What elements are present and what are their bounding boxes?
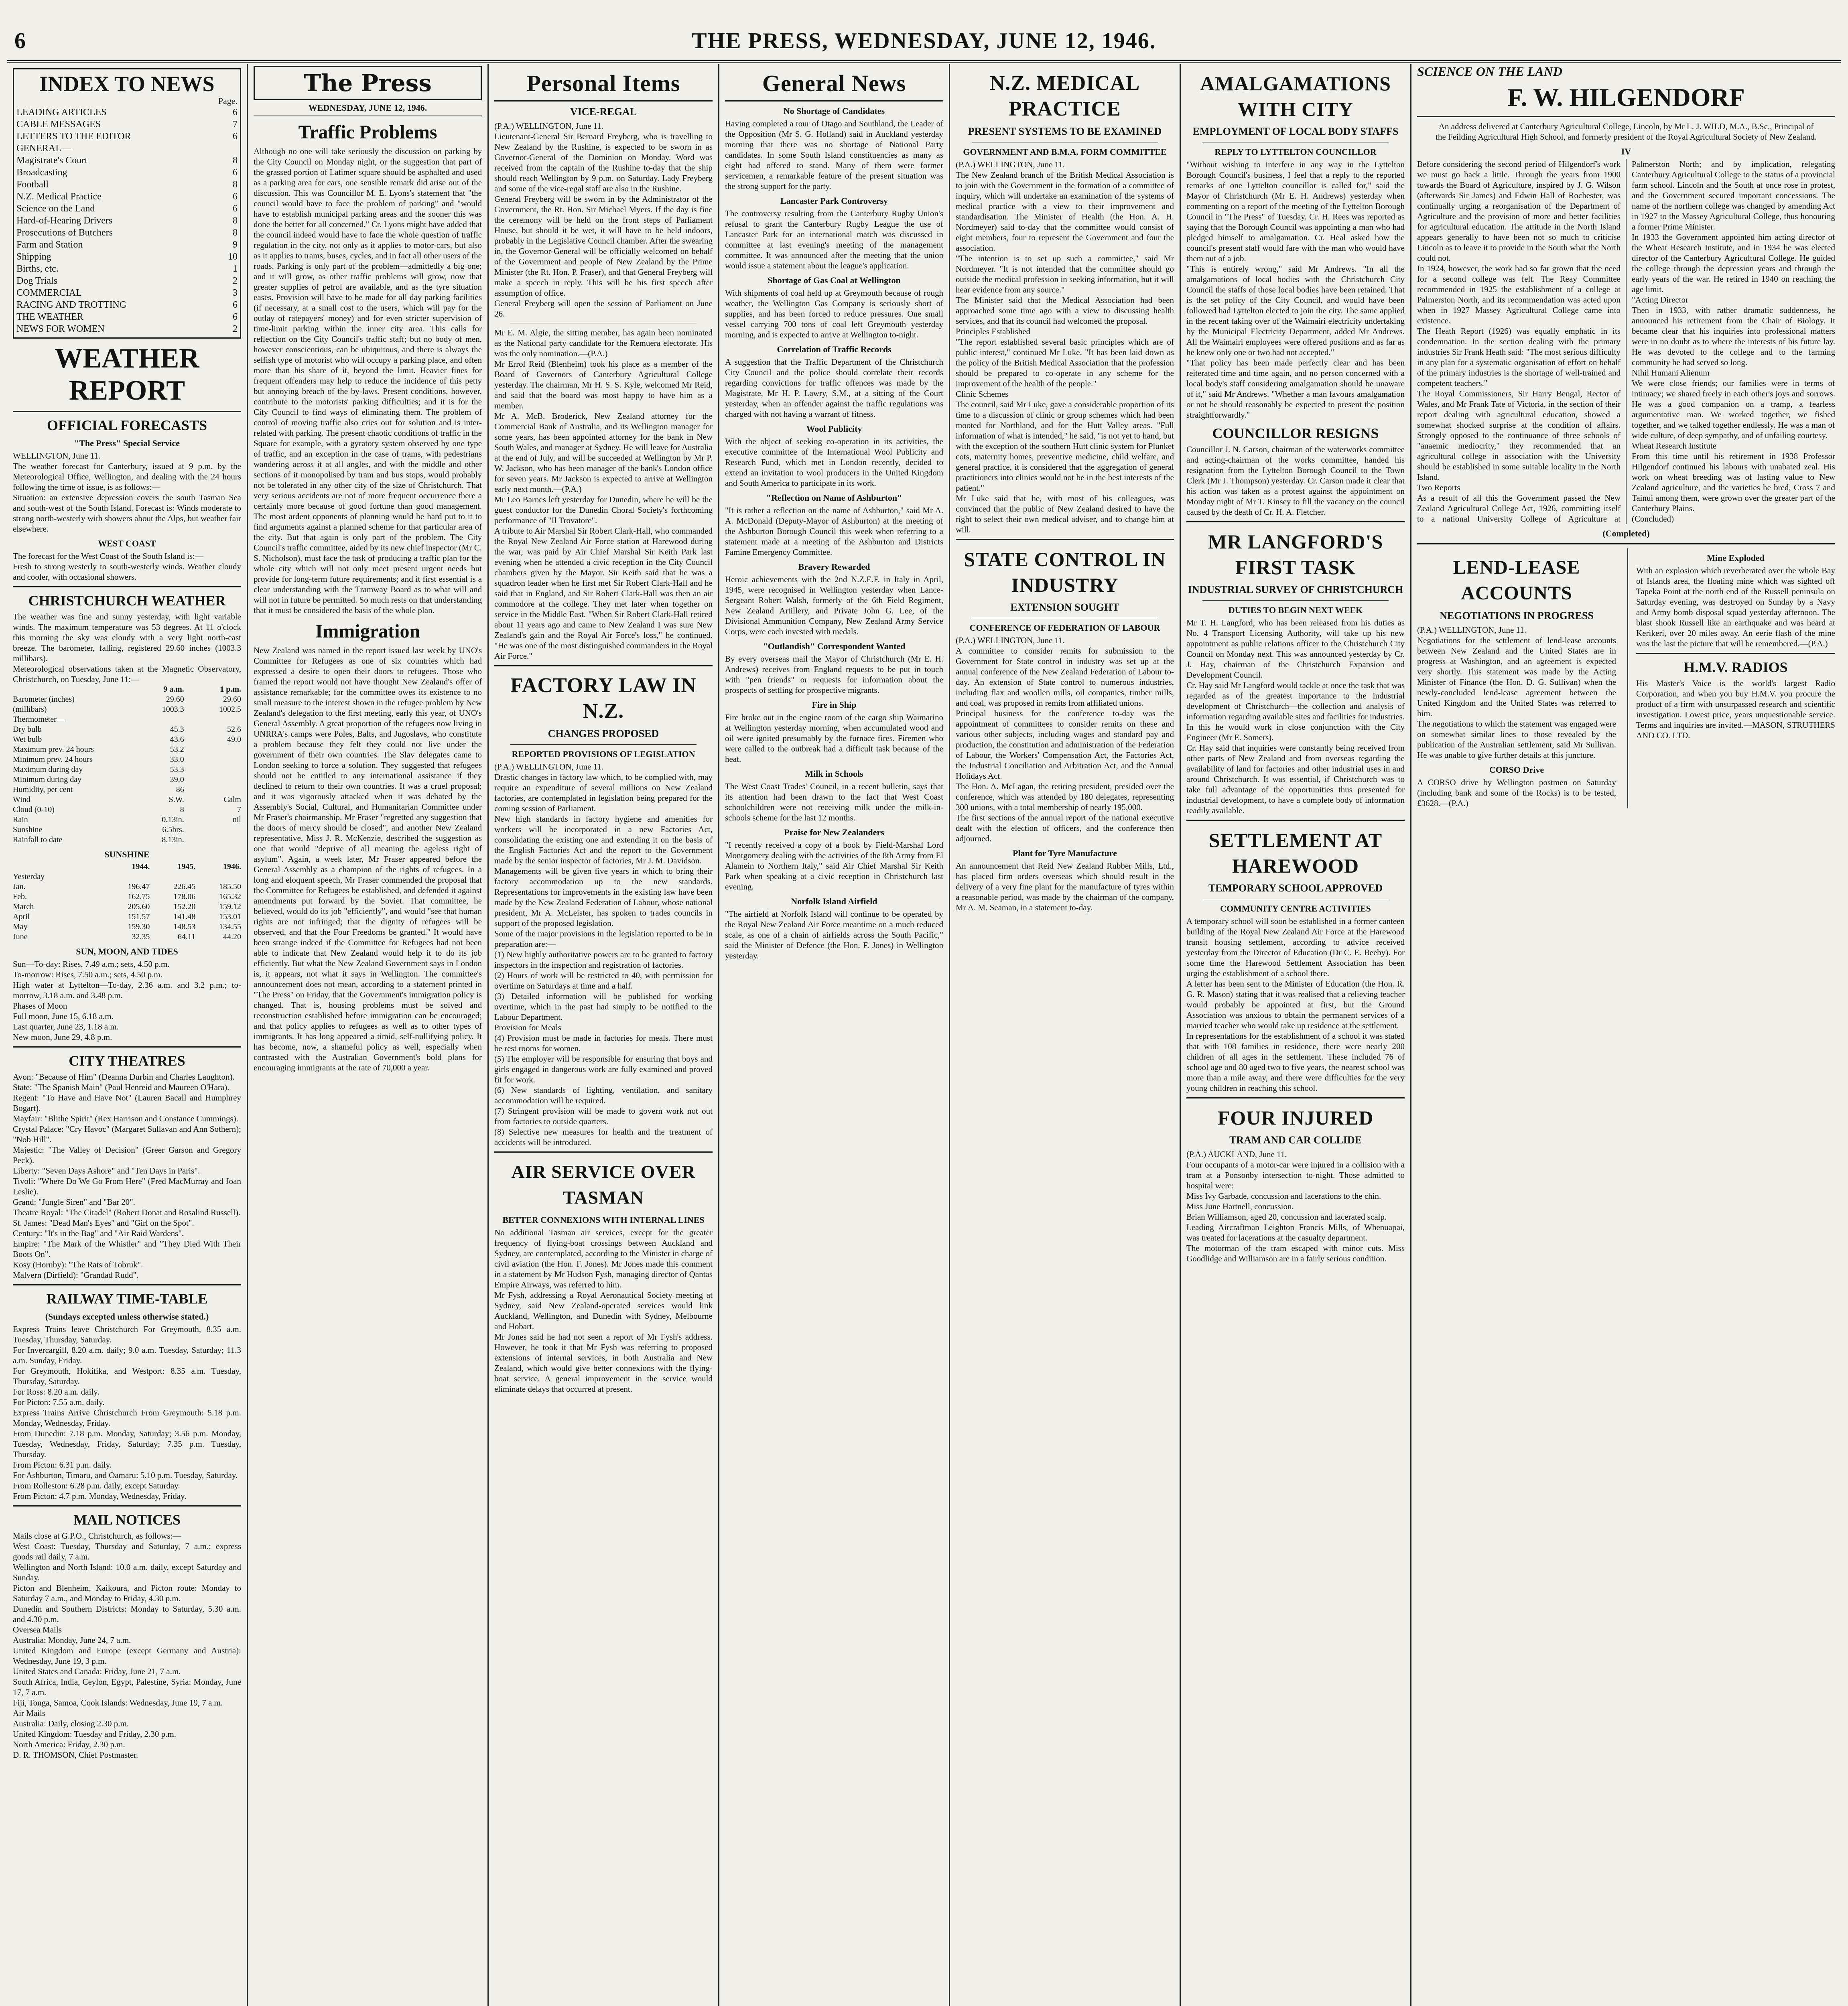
index-page: 2 — [233, 276, 238, 286]
factory-text: (P.A.) WELLINGTON, June 11. Drastic changes in factory law which, to be complied with, may require an expenditure of several millions on New Zealand factories, are contemplated in legislation being prepared for the coming session of Parliament. New high standards in factory hygiene and amenities for workers will be incorporated in a new Factories Act, consolidating the existing one and extending it on the basis of the English Factories Act and the report to the Government made by the senior inspector of factories, Mr J. M. Davidson. Managements will be given five years in which to bring their factory accommodation up to the new standards. Representations for improvements in the existing law have been made by the New Zealand Federation of Labour, whose national president, Mr A. McLeister, has spoken to trades councils in support of the proposed legislation. Some of the major provisions in the legislation reported to be in preparation are:— (1) New highly authoritative powers are to be granted to factory inspectors in the inspection and registration of factories. (2) Hours of work will be restricted to 40, with permission for overtime on Saturdays at time and a half. (3) Detailed information will be published for working overtime, which in the past had simply to be notified to the Labour Department. Provision for Meals (4) Provision must be made in factories for meals. There must be rest rooms for women. (5) The employer will be responsible for ensuring that boys and girls engaged in dangerous work are fully examined and proved fit for work. (6) New standards of lighting, ventilation, and sanitary accommodation will be required. (7) Stringent provision will be made to govern work not out from factories to outside quarters. (8) Selective new measures for health and the treatment of accidents will be introduced. — [494, 762, 713, 1147]
table-cell: 1002.5 — [219, 705, 241, 714]
news-item-text: Heroic achievements with the 2nd N.Z.E.F. in Italy in April, 1945, were recognised in Wellington yesterday when Lance-Sergeant Robert Walsh, formerly of the 6th Field Regiment, New Zealand Artillery, and Private John G. Lee, of the Divisional Ammunition Company, New Zealand Army Service Corps, were each invested with medals. — [725, 575, 946, 636]
table-cell: 52.6 — [227, 725, 241, 734]
index-row — [16, 191, 238, 203]
table-cell — [184, 835, 241, 845]
table-cell: 1946. — [223, 862, 241, 871]
lend-lease-sub: NEGOTIATIONS IN PROGRESS — [1440, 610, 1594, 621]
table-cell: Yesterday — [13, 872, 45, 881]
mail-title: MAIL NOTICES — [73, 1512, 181, 1528]
table-cell: 45.3 — [170, 725, 184, 734]
news-item-heading: Bravery Rewarded — [798, 562, 870, 572]
table-cell: 1944. — [132, 862, 150, 871]
lend-lease-block — [1417, 548, 1619, 808]
langford-sub1: INDUSTRIAL SURVEY OF CHRISTCHURCH — [1188, 584, 1403, 595]
table-cell: 153.01 — [219, 912, 241, 921]
observation-row — [13, 755, 241, 765]
lend-lease-text: (P.A.) WELLINGTON, June 11. Negotiations for the settlement of lend-lease accounts between New Zealand and the United States are in progress at Washington, and an agreement is expected very shortly. This statement was made by the Acting Minister of Finance (the Hon. D. G. Sullivan) when the newly-concluded lend-lease agreement between the United Kingdom and the United States was referred to him. The negotiations to which the statement was engaged were on somewhat similar lines to those revealed by the publication of the Australian settlement, said Mr Sullivan. He was unable to give further details at this juncture. — [1417, 625, 1616, 760]
index-label: Dog Trials — [16, 276, 58, 286]
sunshine-row — [13, 892, 241, 902]
index-row — [16, 142, 238, 154]
table-cell: 49.0 — [227, 735, 241, 744]
table-cell — [13, 862, 104, 872]
index-row — [16, 154, 238, 166]
hmv-title: H.M.V. RADIOS — [1684, 659, 1788, 675]
news-item-text: With shipments of coal held up at Greymouth because of rough weather, the Wellington Gas Company is seriously short of supplies, and has been forced to reduce pressures. One small vessel carrying 700 tons of coal left Greymouth yesterday morning, and is expected to arrive at Wellington to-night. — [725, 288, 946, 339]
table-cell: Wet bulb — [13, 735, 42, 744]
table-cell: 205.60 — [128, 902, 150, 911]
news-item-heading: Shortage of Gas Coal at Wellington — [768, 275, 901, 285]
column-science — [1411, 64, 1841, 2006]
table-cell: 8 — [180, 805, 184, 814]
weather-title: WEATHER REPORT — [55, 343, 199, 406]
vice-regal-text: (P.A.) WELLINGTON, June 11. Lieutenant-General Sir Bernard Freyberg, who is travelling to New Zealand by the Rushine, is expected to be sworn in as Governor-General of the Dominion on Monday. Word was received from the captain of the Rushine to-day that the ship should reach Wellington by 9 p.m. on Saturday. Lady Freyberg and some of the vice-regal staff are also in the Rushine. General Freyberg will be sworn in by the Administrator of the Government, the Rt. Hon. Sir Michael Myers. If the day is fine the ceremony will be held on the front steps of Parliament House, but should it be wet, it will have to be held indoors, probably in the Legislative Council chamber. After the swearing in, the Governor-General will be officially welcomed on behalf of the Government and people of New Zealand by the Prime Minister (the Rt. Hon. P. Fraser), and that General Freyberg will make a speech in reply. This will be his first speech after assumption of office. General Freyberg will open the session of Parliament on June 26. — [494, 121, 713, 319]
table-cell: Feb. — [13, 892, 27, 901]
index-row — [16, 311, 238, 323]
harewood-title: SETTLEMENT AT HAREWOOD — [1208, 829, 1383, 877]
four-injured-text: (P.A.) AUCKLAND, June 11. Four occupants of a motor-car were injured in a collision with a tram at a Ponsonby intersection to-night. Those admitted to hospital were: Miss Ivy Garbade, concussion and lacerations to the chin. Miss June Hartnell, concussion. Brian Williamson, aged 20, concussion and lacerated scalp. Leading Aircraftman Leighton Francis Mills, of Whenuapai, was treated for lacerations at the casualty department. The motorman of the tram escaped with minor cuts. Miss Goodlidge and Williamson are in a fairly serious condition. — [1186, 1149, 1405, 1263]
table-cell: 165.32 — [219, 892, 241, 901]
science-title: F. W. HILGENDORF — [1507, 83, 1745, 112]
sunshine-row — [13, 882, 241, 892]
sunshine-row — [13, 862, 241, 872]
christchurch-weather-title: CHRISTCHURCH WEATHER — [28, 593, 226, 609]
masthead-title: THE PRESS, WEDNESDAY, JUNE 12, 1946. — [692, 28, 1156, 53]
table-cell: Humidity, per cent — [13, 785, 73, 794]
sunshine-row — [13, 912, 241, 922]
table-cell: Minimum prev. 24 hours — [13, 755, 93, 764]
table-cell: 178.06 — [173, 892, 196, 901]
vice-regal-title: VICE-REGAL — [570, 106, 637, 118]
table-cell: 44.20 — [223, 932, 241, 941]
observation-row — [13, 684, 241, 694]
table-cell: April — [13, 912, 30, 921]
candidates-title: No Shortage of Candidates — [783, 106, 885, 116]
table-cell: Calm — [223, 795, 241, 804]
medical-sub2: GOVERNMENT AND B.M.A. FORM COMMITTEE — [963, 147, 1167, 157]
science-part: IV — [1621, 146, 1631, 156]
observation-row — [13, 725, 241, 735]
table-cell: 196.47 — [128, 882, 150, 891]
observation-row — [13, 785, 241, 795]
observation-row — [13, 715, 241, 725]
editorial-date: WEDNESDAY, JUNE 12, 1946. — [254, 100, 482, 116]
table-cell — [195, 872, 241, 882]
index-label: N.Z. Medical Practice — [16, 191, 102, 202]
news-item-text: "The airfield at Norfolk Island will continue to be operated by the Royal New Zealand Air Force meantime on a much reduced scale, as one of a chain of airfields across the South Pacific," said the Minister of Defence (the Hon. F. Jones) in Wellington yesterday. — [725, 909, 946, 960]
resign-text: Councillor J. N. Carson, chairman of the waterworks committee and acting-chairman of the works committee, handed his resignation from the Lyttelton Borough Council to the Town Clerk (Mr J. Thompson) yesterday. Cr. Carson made it clear that his action was taken as a protest against the appointment on Monday night of Mr T. Kinsey to fill the vacancy on the council caused by the death of Cr. H. A. Fletcher. — [1186, 445, 1407, 517]
table-cell — [184, 755, 241, 765]
news-item-text: The West Coast Trades' Council, in a recent bulletin, says that its attention had been drawn to the fact that West Coast schoolchildren were not receiving milk under the milk-in-schools scheme for the last 12 months. — [725, 782, 946, 822]
news-item-text: A suggestion that the Traffic Department of the Christchurch City Council and the police should correlate their records regarding convictions for traffic offences was made by the Magistrate, Mr H. P. Lawry, S.M., at a sitting of the Court yesterday, when an offender against the traffic regulations was charged with not having a warrant of fitness. — [725, 357, 946, 419]
table-cell — [184, 745, 241, 755]
medical-title: N.Z. MEDICAL PRACTICE — [989, 72, 1140, 120]
table-cell: 1 p.m. — [220, 685, 241, 694]
amalgamation-text: "Without wishing to interfere in any way in the Lyttelton Borough Council's business, I feel that a reply to the reported remarks of one Lyttelton councillor is called for," said the Mayor of Christchurch (Mr E. H. Andrews) yesterday when commenting on a report of the meeting of the Lyttelton Borough Council in "The Press" of Tuesday. Cr. H. Rees was reported as saying that the Borough Council was appointing a man who had pledged himself to amalgamation. Cr. Heal asked how the council's present staff would fare with the man who would have them out of a job. "This is entirely wrong," said Mr Andrews. "In all the amalgamations of local bodies with the Christchurch City Council the staffs of those local bodies have been retained. That is the set policy of the City Council, and would have been followed had Lyttelton elected to join the city. The same applied in the recent taking over of the Waimairi electricity undertaking by the Municipal Electricity Department, added Mr Andrews. All the Waimairi employees were offered positions and as far as he knew only one or two had not accepted." "That policy has been made perfectly clear and has been reiterated time and time again, and no person concerned with a local body's staff considering amalgamation should be unaware of it," said Mr Andrews. "Whether a man favours amalgamation or not he should reasonably be expected to present the position straightforwardly." — [1186, 160, 1405, 420]
table-cell — [184, 775, 241, 785]
table-cell: June — [13, 932, 28, 941]
index-row — [16, 227, 238, 239]
index-label: Broadcasting — [16, 167, 67, 178]
table-cell — [13, 684, 127, 694]
table-cell: Dry bulb — [13, 725, 42, 734]
index-title: INDEX TO NEWS — [39, 72, 215, 96]
observation-row — [13, 795, 241, 805]
index-label: Shipping — [16, 252, 51, 262]
harewood-text: A temporary school will soon be established in a former canteen building of the Royal New Zealand Air Force at the Harewood transit housing settlement, according to advice received yesterday from the Director of Education (Dr C. E. Beeby). For some time the Harewood Settlement Association has been urging the establishment of a school there. A letter has been sent to the Minister of Education (the Hon. R. G. R. Mason) stating that it was realised that a relieving teacher would probably be appointed at first, but the Ground Association was anxious to obtain the permanent services of a married teacher who would take up residence at the settlement. In representations for the establishment of a school it was stated that with 108 families in residence, there were nearly 200 children of all ages in the settlement. These included 76 of school age and 80 aged two to five years, the nearest school was more than a mile away, and there were difficulties for the very young children in reaching this school. — [1186, 916, 1405, 1093]
science-completed: (Completed) — [1602, 528, 1650, 538]
official-forecasts-title: OFFICIAL FORECASTS — [47, 417, 207, 433]
index-page: 9 — [233, 240, 238, 250]
sunshine-row — [13, 872, 241, 882]
traffic-title: Traffic Problems — [298, 122, 437, 143]
table-cell: Cloud (0-10) — [13, 805, 55, 814]
science-text: Before considering the second period of Hilgendorf's work we must go back a little. Through the years from 1900 towards the Board of Agriculture, inspired by J. G. Wilson (afterwards Sir James) and Edwin Hall of Rochester, was continually urging a reorganisation of the Department of Agriculture and the provision of more and better facilities for agricultural education. The attitude in the North Island appears generally to have been not so much to criticise Lincoln as to leave it to provide in the South what the North could not. In 1924, however, the work had so far grown that the need for a second college was felt. The Reay Committee recommended in 1925 the establishment of a college at Palmerston North, and its recommendation was acted upon when in 1927 Massey Agricultural College came into existence. The Heath Report (1926) was equally emphatic in its condemnation. In the section dealing with the primary industries Sir Frank Heath said: "The most serious difficulty in any plan for a systematic organisation of effort on behalf of the primary industries is the shortage of well-trained and competent teachers." The Royal Commissioners, Sir Harry Bengal, Rector of Wales, and Mr Frank Tate of Victoria, in the section of their report dealing with agricultural education, showed a somewhat shocked surprise at the condition of affairs. Strongly opposed to the continuance of three schools of "anaemic mediocrity," they recommended that an agricultural college in association with the University should be established in some suitable locality in the North Island. Two Reports As a result of all this the Government passed the New Zealand Agricultural College Act, 1926, committing itself to a national University College of Agriculture at Palmerston North; and by implication, relegating Canterbury Agricultural College to the status of a provincial farm school. Lincoln and the South at once rose in protest, and the Government secured important concessions. The name of the northern college was changed by amending Act in 1927 to the Massey Agricultural College, thus honouring a former Prime Minister. In 1933 the Government appointed him acting director of the Wheat Research Institute, and in 1934 he was elected director of the Canterbury Agricultural College. He guided the college through the depression years and through the early years of the war. He retired in 1940 on reaching the age limit. "Acting Director Then in 1933, with rather dramatic suddenness, he announced his retirement from the Chair of Biology. It became clear that his inquiries into professional matters were in no doubt as to where the interests of his future lay. He was devoted to the college and to the farming community he had served so long. Nihil Humani Alienum We were close friends; our families were in terms of intimacy; we shared freely in each other's joys and sorrows. He was a good companion on a tramp, a fearless argumentative man. We worked together, we fished together, and we talked together endlessly. He was a man of wide culture, of deep sympathy, and of unfailing courtesy. Wheat Research Institute From this time until his retirement in 1938 Professor Hilgendorf continued his labours with unabated zeal. His work on wheat breeding was of lasting value to New Zealand agriculture, and the varieties he bred, Cross 7 and Tainui among them, were grown over the greater part of the Canterbury Plains. (Concluded) — [1417, 159, 1835, 524]
column-amalgamation — [1181, 64, 1411, 2006]
column-index-weather — [7, 64, 248, 2006]
railway-text: Express Trains leave Christchurch For Greymouth, 8.35 a.m. Tuesday, Thursday, Saturday. For Invercargill, 8.20 a.m. daily; 9.0 a.m. Tuesday, Saturday; 11.3 a.m. Sunday, Friday. For Greymouth, Hokitika, and Westport: 8.35 a.m. Tuesday, Thursday, Saturday. For Ross: 8.20 a.m. daily. For Picton: 7.55 a.m. daily. Express Trains Arrive Christchurch From Greymouth: 5.18 p.m. Monday, Wednesday, Friday. From Dunedin: 7.18 p.m. Monday, Saturday; 3.56 p.m. Monday, Tuesday, Wednesday, Friday, Saturday; 7.35 p.m. Tuesday, Thursday. From Picton: 6.31 p.m. daily. For Ashburton, Timaru, and Oamaru: 5.10 p.m. Tuesday, Saturday. From Rolleston: 6.28 p.m. daily, except Saturday. From Picton: 4.7 p.m. Monday, Wednesday, Friday. — [13, 1324, 241, 1501]
table-cell: nil — [232, 815, 241, 824]
index-page: 8 — [233, 155, 238, 166]
observation-row — [13, 775, 241, 785]
table-cell: 7 — [237, 805, 241, 814]
index-page: 10 — [228, 252, 238, 262]
table-cell: 226.45 — [173, 882, 196, 891]
index-row — [16, 299, 238, 311]
mine-hmv-block — [1627, 548, 1838, 808]
table-cell — [104, 872, 150, 882]
index-row — [16, 203, 238, 215]
index-page: 6 — [233, 191, 238, 202]
science-kicker: SCIENCE ON THE LAND — [1417, 64, 1562, 79]
table-cell: (millibars) — [13, 705, 47, 714]
lower-right-block — [1417, 548, 1838, 808]
air-service-sub: BETTER CONNEXIONS WITH INTERNAL LINES — [502, 1215, 705, 1225]
table-cell: 162.75 — [128, 892, 150, 901]
observation-row — [13, 705, 241, 715]
factory-title: FACTORY LAW IN N.Z. — [510, 674, 697, 723]
observations-note: Meteorological observations taken at the Magnetic Observatory, Christchurch, on Tuesday, June 11:— — [13, 664, 244, 684]
column-personal — [489, 64, 719, 2006]
index-row — [16, 130, 238, 142]
news-item-heading: Correlation of Traffic Records — [777, 344, 892, 354]
four-injured-title: FOUR INJURED — [1217, 1107, 1374, 1129]
resign-title: COUNCILLOR RESIGNS — [1212, 425, 1379, 441]
theatres-title: CITY THEATRES — [69, 1053, 185, 1069]
air-service-text: No additional Tasman air services, except for the greater frequency of flying-boat crossings between Auckland and Sydney, are contemplated, according to the Minister in charge of civil aviation (the Hon. F. Jones). Mr Jones made this comment in a statement by Mr Hudson Fysh, managing director of Qantas Empire Airways, was referred to him. Mr Fysh, addressing a Royal Aeronautical Society meeting at Sydney, said New Zealand-operated services would link Auckland, Wellington, and Dunedin with Sydney, Melbourne and Hobart. Mr Jones said he had not seen a report of Mr Fysh's address. However, he took it that Mr Fysh was referring to proposed extensions of internal services, in both Australia and New Zealand, which would give better connexions with the flying-boat service. A general improvement in the service would eliminate delays that occurred at present. — [494, 1228, 713, 1394]
sunshine-table — [13, 862, 241, 942]
table-cell: 39.0 — [170, 775, 184, 784]
index-page-label: Page. — [218, 96, 238, 106]
traffic-text: Although no one will take seriously the discussion on parking by the City Council on Monday night, or the suggestion that part of the grassed portion of Latimer square should be asphalted and used as a parking area for cars, one sensible remark did arise out of the discussion. This was Councillor M. E. Lyons's statement that "the council would have to face the problem of parking" and "would have to establish municipal parking areas and the sooner this was done the better for all concerned." Cr. Lyons might have added that the council indeed would have to face the whole question of traffic regulation in the city, not only as it applies to motor-cars, but also as it applies to trams, buses, cycles, and in fact all other users of the roads. Parking is only part of the problem—admittedly a big one; and it will grow, as other traffic problems will grow, now that greater supplies of petrol are available, and as the tyre situation eases. Provision will have to be made for all day parking facilities (if necessary, at a small cost to the users, which will pay for the outlay of ratepayers' money) and for even stricter supervision of time-limit parking within the inner city area. This calls for reflection on the City Council's traffic staff; but no body of men, however conscientious, can be ubiquitous, and there is always the selfish type of motorist who will occupy a parking place, and often more than his share of it, beyond the limit. Heavier fines for frequent offenders may help to reduce the incidence of this petty but annoying breach of the by-laws. Present conditions, however, contribute to the motorists' parking difficulties; and it is for the City Council to find ways of eliminating them. The problem of control of moving traffic also cries out for solution and is inter-related with parking. The present chaotic conditions of traffic in the Square for example, with a gyratory system observed by one type of traffic, and an exception in the case of trams, with pedestrians wandering across it at all angles, and with the middle and other sections of it monopolised by tram and bus stops, would probably not be tolerated in any other city of the size of Christchurch. That very serious accidents are not of more frequent occurrence there a certainly more because of good fortune than good management. The most ardent opponents of planning would be hard put to it to find arguments against a planned scheme for that particular area of the city. But that again is only part of the problem. The City Council's traffic committee, aided by its new chief inspector (Mr C. S. Nicholson), must face the task of producing a traffic plan for the whole city which will not only meet present urgent needs but provide for long-term future requirements; and it first essential is a clear understanding with the Tramway Board as to what will and will not in future be permitted. So much rests on that understanding that it must be considered the basis of the whole plan. — [254, 146, 484, 615]
railway-title: RAILWAY TIME-TABLE — [46, 1291, 208, 1307]
index-page: 8 — [233, 215, 238, 226]
news-item-text: The controversy resulting from the Canterbury Rugby Union's refusal to grant the Canterbury Rugby League the use of Lancaster Park for an international match was discussed in committee at last evening's meeting of the management committee. It was announced after the meeting that the union would issue a statement about the league's application. — [725, 209, 946, 270]
index-page: 1 — [233, 264, 238, 274]
air-service-title: AIR SERVICE OVER TASMAN — [511, 1161, 696, 1208]
index-page: 6 — [233, 312, 238, 322]
sun-moon-title: SUN, MOON, AND TIDES — [76, 946, 178, 956]
table-cell: 6.5hrs. — [162, 825, 184, 834]
table-cell: Minimum during day — [13, 775, 82, 784]
table-cell: Sunshine — [13, 825, 43, 834]
index-row — [16, 323, 238, 335]
table-cell: 29.60 — [223, 695, 241, 704]
sunshine-row — [13, 902, 241, 912]
table-cell: 151.57 — [128, 912, 150, 921]
index-label: Births, etc. — [16, 264, 59, 274]
observation-row — [13, 765, 241, 775]
table-cell: 9 a.m. — [163, 685, 184, 694]
candidates-text: Having completed a tour of Otago and Southland, the Leader of the Opposition (Mr S. G. Holland) said in Auckland yesterday morning that there was no shortage of National Party candidates. In some South Island constituencies as many as eight had offered to stand. Many of them were former servicemen, a remarkable feature of the present situation was the strong support for the party. — [725, 119, 946, 191]
general-news-title: General News — [762, 70, 906, 96]
index-row — [16, 215, 238, 227]
personal-items-text: Mr E. M. Algie, the sitting member, has again been nominated as the National party candidate for the Remuera electorate. His was the only nomination.—(P.A.) Mr Errol Reid (Blenheim) took his place as a member of the Board of Governors of Canterbury Agricultural College yesterday. The chairman, Mr H. S. S. Kyle, welcomed Mr Reid, and said that the board was most happy to have him as a member. Mr A. McB. Broderick, New Zealand attorney for the Commercial Bank of Australia, and its Wellington manager for some years, has been appointed attorney for the bank in New South Wales, and manager at Sydney. He will leave for Australia at the end of July, and will be succeeded at Wellington by Mr P. W. Jackson, who has been manager of the bank's London office for seven years. Mr Jackson is expected to arrive at Wellington early next month.—(P.A.) Mr Leo Barnes left yesterday for Dunedin, where he will be the guest conductor for the Dunedin Choral Society's forthcoming performance of "Il Trovatore". A tribute to Air Marshal Sir Robert Clark-Hall, who commanded the Royal New Zealand Air Force station at Harewood during the war, was paid by Air Chief Marshal Sir Keith Park last evening when he attended a civic reception in the City Council chambers given by the Mayor. Sir Keith said that he was a squadron leader when he first met Sir Robert Clark-Hall and he said that in England, and Sir Robert Clark-Hall was then an air commodore at the college. They met later when together on service in the Middle East. "When Sir Robert Clark-Hall retired about 11 years ago and came to New Zealand I was sure New Zealand's gain and the Royal Air Force's loss," he continued. "He was one of the most distinguished commanders in the Royal Air Force." — [494, 328, 713, 661]
table-cell: S.W. — [169, 795, 184, 804]
news-item-heading: "Outlandish" Correspondent Wanted — [763, 641, 906, 651]
factory-sub2: REPORTED PROVISIONS OF LEGISLATION — [512, 749, 695, 759]
index-row — [16, 239, 238, 251]
langford-sub2: DUTIES TO BEGIN NEXT WEEK — [1228, 605, 1363, 615]
index-label: Prosecutions of Butchers — [16, 227, 113, 238]
corso-title: CORSO Drive — [1489, 765, 1544, 775]
index-label: LETTERS TO THE EDITOR — [16, 131, 131, 142]
index-row — [16, 118, 238, 130]
index-label: COMMERCIAL — [16, 288, 82, 298]
table-cell: 1003.3 — [162, 705, 184, 714]
science-intro: An address delivered at Canterbury Agricultural College, Lincoln, by Mr L. J. WILD, M.A., B.Sc., Principal of the Feilding Agricultural High School, and formerly president of the Royal Agricultural Society of New Zealand. — [1435, 122, 1817, 142]
amalgamation-sub2: REPLY TO LYTTELTON COUNCILLOR — [1214, 147, 1377, 157]
table-cell: Thermometer— — [13, 715, 65, 724]
masthead — [7, 28, 1841, 63]
news-item-heading: Lancaster Park Controversy — [780, 196, 888, 206]
index-list — [16, 106, 238, 335]
index-label: Magistrate's Court — [16, 155, 87, 166]
index-label: Farm and Station — [16, 240, 83, 250]
state-control-title: STATE CONTROL IN INDUSTRY — [964, 548, 1166, 596]
news-item-text: By every overseas mail the Mayor of Christchurch (Mr E. H. Andrews) receives from England requests to be put in touch with "pen friends" or requests for information about the prospects of settling for prospective migrants. — [725, 654, 946, 695]
table-cell: 53.3 — [170, 765, 184, 774]
news-item-heading: Fire in Ship — [812, 700, 857, 710]
amalgamation-title: AMALGAMATIONS WITH CITY — [1200, 72, 1391, 120]
table-cell: Maximum during day — [13, 765, 83, 774]
railway-subtitle: (Sundays excepted unless otherwise stated.) — [45, 1312, 209, 1322]
column-medical — [950, 64, 1181, 2006]
table-cell: 43.6 — [170, 735, 184, 744]
general-news-sections — [725, 195, 946, 961]
table-cell: 134.55 — [219, 922, 241, 931]
index-label: GENERAL— — [16, 143, 71, 154]
state-control-sub2: CONFERENCE OF FEDERATION OF LABOUR — [969, 623, 1160, 633]
observations-table — [13, 684, 241, 845]
news-item-heading: Norfolk Island Airfield — [791, 896, 877, 906]
index-row — [16, 275, 238, 287]
index-label: Football — [16, 179, 49, 190]
sunshine-row — [13, 932, 241, 942]
index-row — [16, 263, 238, 275]
mine-title: Mine Exploded — [1707, 553, 1765, 563]
langford-text: Mr T. H. Langford, who has been released from his duties as No. 4 Transport Licensing Authority, will take up his new appointment as public relations officer to the Christchurch City Council on Monday next. This was announced yesterday by Cr. J. Hay, chairman of the Christchurch Expansion and Development Council. Cr. Hay said Mr Langford would tackle at once the task that was regarded as of the greatest importance to the industrial development of Christchurch—the collection and analysis of information regarding available sites and facilities for industries. In this he would work in close conjunction with the City Engineer (Mr E. Somers). Cr. Hay said that inquiries were constantly being received from other parts of New Zealand and from overseas regarding the availability of land for factories and other industrial uses in and around Christchurch. It was essential, if Christchurch was to take full advantage of the opportunities thus presented for industrial development, to have a complete body of information readily available. — [1186, 618, 1405, 815]
four-injured-sub: TRAM AND CAR COLLIDE — [1229, 1134, 1362, 1146]
medical-text: (P.A.) WELLINGTON, June 11. The New Zealand branch of the British Medical Association is to join with the Government in the formation of a committee of inquiry, which will undertake an examination of the systems of medical practice with a view to their improvement and standardisation. The Minister of Health (the Hon. A. H. Nordmeyer) said to-day that the committee would consist of eight members, four to represent the Government and four the association. "The intention is to set up such a committee," said Mr Nordmeyer. "It is not intended that the committee should go outside the medical profession in seeking information, but it will hear evidence from any source." The Minister said that the Medical Association had been approached some time ago with a view to discussing health services, and that its council had welcomed the proposal. Principles Established "The report established several basic principles which are of public interest," continued Mr Luke. "It has been laid down as the policy of the British Medical Association that the profession should be prepared to co-operate in any scheme for the improvement of the health of the people." Clinic Schemes The council, said Mr Luke, gave a considerable proportion of its time to a discussion of clinic or group schemes which had been mooted for Northland, and for the Hutt Valley areas. "Full information of what is intended," he said, "is not yet to hand, but with the exception of the southern Hutt clinic system for Plunket cots, maternity homes, preventive medicine, child welfare, and general practice, it is considered that the aggregation of general practitioners into clinics would not be in the best interests of the patient." Mr Luke said that he, with most of his colleagues, was convinced that the public of New Zealand desired to have the right to select their own medical adviser, and to change him at will. — [956, 160, 1174, 534]
table-cell — [150, 872, 195, 882]
west-coast-title: WEST COAST — [98, 538, 156, 548]
index-page: 6 — [233, 167, 238, 178]
index-page: 6 — [233, 107, 238, 118]
news-item-text: Fire broke out in the engine room of the cargo ship Waimarino at Wellington yesterday morning, when accumulated wood and oil were ignited presumably by the furnace fires. Firemen who were called to the outbreak had a difficult task because of the heat. — [725, 713, 946, 764]
news-item-heading: Milk in Schools — [805, 769, 863, 779]
table-cell — [184, 715, 241, 725]
table-cell: 32.35 — [132, 932, 150, 941]
index-label: LEADING ARTICLES — [16, 107, 107, 118]
table-cell: 33.0 — [170, 755, 184, 764]
christchurch-weather-text: The weather was fine and sunny yesterday, with light variable winds. The maximum temperature was 53 degrees. At 11 o'clock this morning the sky was cloudy with a very light north-east breeze. The barometer, falling, registered 29.60 inches (1003.3 millibars). — [13, 612, 244, 663]
west-coast-text: The forecast for the West Coast of the South Island is:— Fresh to strong westerly to south-westerly winds. Weather cloudy and cooler, with occasional showers. — [13, 551, 241, 582]
table-cell: Maximum prev. 24 hours — [13, 745, 94, 754]
table-cell: 0.13in. — [162, 815, 184, 824]
harewood-sub2: COMMUNITY CENTRE ACTIVITIES — [1220, 904, 1371, 914]
news-item-heading: Wool Publicity — [806, 424, 862, 434]
index-label: NEWS FOR WOMEN — [16, 324, 105, 334]
table-cell: March — [13, 902, 34, 911]
index-box — [13, 68, 241, 339]
table-cell: 1945. — [177, 862, 196, 871]
immigration-text: New Zealand was named in the report issued last week by UNO's Committee for Refugees as one of six countries which had expressed a desire to open their doors to refugees. Those who framed the report would not have thought New Zealand's offer of assistance remarkable; for the committee owes its existence to no small measure to the interest shown in the refugee problem by New Zealand's delegation to the first meeting, early this year, of UNO's General Assembly. A great proportion of the refugees now living in UNRRA's camps were Poles, Balts, and Jugoslavs, who constitute a problem because they felt they could not live under the government of their own countries. The Slav delegates came to London seeking to force a solution. They suggested that refugees should not be entitled to any international assistance if they declined to return to their own countries. It was a cruel proposal; and it was vigorously attacked when it was debated by the Assembly's Social, Cultural, and Humanitarian Committee under Mr Fraser's chairmanship. Mr Fraser "regretted any suggestion that the doors of mercy should be closed", and another New Zealand representative, Miss J. R. McKenzie, described the suggestion as one that would "deprive of all meaning the ageless right of asylum". Again, a week later, Mr Fraser appeared before the General Assembly as a champion of the rights of refugees. In a long and eloquent speech, Mr Fraser commended the proposal that the Committee for Refugees be established, and defended it against amendments put forward by the Soviet. That committee, he believed, would do its job "efficiently", and would "see that human rights are not infringed; that the dignity of refugees will be observed, and that the Four Freedoms be granted." It would have been strange indeed if the Committee for Refugees had not been able to indicate that New Zealand would help it to do its job efficiently. But what the New Zealand Government says in London is, it appears, not what it says in Wellington. The committee's announcement does not mean, according to a statement printed in "The Press" on Friday, that the Government's immigration policy is changed. That is, housing problems must be solved and reconstruction established before immigration can be encouraged; and that policy applies to refugees as well as to other types of immigrants. It has long appeared a timid, self-nullifying policy. It has become, now, a shameful policy as well, especially when contrasted with the Australian Government's bold plans for encouraging immigrants at the rate of 70,000 a year. — [254, 646, 484, 1072]
harewood-sub1: TEMPORARY SCHOOL APPROVED — [1208, 882, 1383, 894]
index-page: 6 — [233, 203, 238, 214]
table-cell — [184, 765, 241, 775]
index-page: 8 — [233, 227, 238, 238]
table-cell: Wind — [13, 795, 30, 804]
observation-row — [13, 735, 241, 745]
table-cell: 53.2 — [170, 745, 184, 754]
index-label: THE WEATHER — [16, 312, 83, 322]
paper-nameplate: The Press — [254, 66, 482, 100]
theatres-text: Avon: "Because of Him" (Deanna Durbin and Charles Laughton). State: "The Spanish Main" (Paul Henreid and Maureen O'Hara). Regent: "To Have and Have Not" (Lauren Bacall and Humphrey Bogart). Mayfair: "Blithe Spirit" (Rex Harrison and Constance Cummings). Crystal Palace: "Cry Havoc" (Margaret Sullavan and Ann Sothern); "Nob Hill". Majestic: "The Valley of Decision" (Greer Garson and Gregory Peck). Liberty: "Seven Days Ashore" and "Ten Days in Paris". Tivoli: "Where Do We Go From Here" (Fred MacMurray and Joan Leslie). Grand: "Jungle Siren" and "Bar 20". Theatre Royal: "The Citadel" (Robert Donat and Rosalind Russell). St. James: "Dead Man's Eyes" and "Girl on the Spot". Century: "It's in the Bag" and "Air Raid Wardens". Empire: "The Mark of the Whistler" and "They Died With Their Boots On". Kosy (Hornby): "The Rats of Tobruk". Malvern (Dirfield): "Grandad Rudd". — [13, 1072, 241, 1280]
table-cell — [184, 785, 241, 795]
sunshine-title: SUNSHINE — [104, 849, 150, 859]
column-general-news — [719, 64, 950, 2006]
index-page: 8 — [233, 179, 238, 190]
column-editorial — [248, 64, 489, 2006]
mail-text: Mails close at G.P.O., Christchurch, as follows:— West Coast: Tuesday, Thursday and Saturday, 7 a.m.; express goods rail daily, 7 a.m. Wellington and North Island: 10.0 a.m. daily, except Saturday and Sunday. Picton and Blenheim, Kaikoura, and Picton route: Monday to Saturday 7 a.m., and Monday to Friday, 4.30 p.m. Dunedin and Southern Districts: Monday to Saturday, 5.30 a.m. and 4.30 p.m. Oversea Mails Australia: Monday, June 24, 7 a.m. United Kingdom and Europe (except Germany and Austria): Wednesday, June 19, 3 p.m. United States and Canada: Friday, June 21, 7 a.m. South Africa, India, Ceylon, Egypt, Palestine, Syria: Monday, June 17, 7 a.m. Fiji, Tonga, Samoa, Cook Islands: Wednesday, June 19, 7 a.m. Air Mails Australia: Daily, closing 2.30 p.m. United Kingdom: Tuesday and Friday, 2.30 p.m. North America: Friday, 2.30 p.m. D. R. THOMSON, Chief Postmaster. — [13, 1531, 241, 1760]
page-number: 6 — [14, 28, 26, 53]
observation-row — [13, 835, 241, 845]
amalgamation-sub1: EMPLOYMENT OF LOCAL BODY STAFFS — [1192, 126, 1399, 137]
personal-title: Personal Items — [526, 70, 680, 96]
index-page: 7 — [233, 119, 238, 130]
mine-text: With an explosion which reverberated over the whole Bay of Islands area, the floating mine which was sighted off Tapeka Point at the north end of the Russell peninsula on Saturday evening, was destroyed on Sunday by a Navy and Army bomb disposal squad yesterday afternoon. The blast shook Russell like an earthquake and was heard at Kerikeri, over 20 miles away. An eerie flash of the mine was the last the picture that will be remembered.—(P.A.) — [1636, 566, 1838, 648]
index-label: CABLE MESSAGES — [16, 119, 101, 130]
index-page: 6 — [233, 300, 238, 310]
table-cell: 141.48 — [173, 912, 196, 921]
index-row — [16, 287, 238, 299]
index-page: 3 — [233, 288, 238, 298]
table-cell: 86 — [176, 785, 184, 794]
table-cell: 159.30 — [128, 922, 150, 931]
index-row — [16, 251, 238, 263]
lend-lease-title: LEND-LEASE ACCOUNTS — [1453, 557, 1580, 604]
observation-row — [13, 745, 241, 755]
table-cell: 148.53 — [173, 922, 196, 931]
table-cell — [127, 715, 184, 725]
observation-row — [13, 694, 241, 705]
tyre-title: Plant for Tyre Manufacture — [1012, 848, 1117, 858]
state-control-text: (P.A.) WELLINGTON, June 11. A committee to consider remits for submission to the Government for State control in industry was set up at the annual conference of the New Zealand Federation of Labour to-day. An extension of State control to numerous industries, including flax and woollen mills, oil companies, timber mills, and coal, was proposed in remits from affiliated unions. Principal business for the conference to-day was the appointment of committees to consider remits on these and various other subjects, including wages and standard pay and production, the constitution and administration of the Federation of Labour, the Workers' Compensation Act, the Factories Act, the Industrial Conciliation and Arbitration Act, and the Annual Holidays Act. The Hon. A. McLagan, the retiring president, presided over the conference, which was attended by 180 delegates, representing 300 unions, with a total membership of nearly 195,000. The first sections of the annual report of the national executive dealt with the election of officers, and the conference then adjourned. — [956, 636, 1174, 843]
table-cell: 152.20 — [173, 902, 196, 911]
table-cell — [184, 825, 241, 835]
index-row — [16, 179, 238, 191]
table-cell: 8.13in. — [162, 835, 184, 844]
news-item-heading: Praise for New Zealanders — [784, 827, 884, 837]
table-cell: 159.12 — [219, 902, 241, 911]
factory-sub1: CHANGES PROPOSED — [548, 728, 659, 739]
index-label: RACING AND TROTTING — [16, 300, 127, 310]
official-forecast-text: WELLINGTON, June 11. The weather forecast for Canterbury, issued at 9 p.m. by the Meteorological Office, Wellington, and dealing with the 24 hours following the time of issue, is as follows:— Situation: an extensive depression covers the south Tasman Sea and south-west of the South Island. Forecast is: Winds moderate to strong north-westerly with showers about the Alps, but weather fair elsewhere. — [13, 451, 241, 534]
news-item-text: "It is rather a reflection on the name of Ashburton," said Mr A. A. McDonald (Deputy-Mayor of Ashburton) at the meeting of the Ashburton Borough Council this week when referring to a statement made at a meeting of the Ashburton and Districts Famine Emergency Committee. — [725, 506, 946, 557]
tyre-text: An announcement that Reid New Zealand Rubber Mills, Ltd., has placed firm orders overseas which should result in the delivery of a very fine plant for the manufacture of tyres within a reasonable period, was made by the chairman of the company, Mr A. M. Seaman, in a statement to-day. — [956, 861, 1176, 912]
sun-moon-text: Sun—To-day: Rises, 7.49 a.m.; sets, 4.50 p.m. To-morrow: Rises, 7.50 a.m.; sets, 4.50 p.m. High water at Lyttelton—To-day, 2.36 a.m. and 3.2 p.m.; to-morrow, 3.18 a.m. and 3.48 p.m. Phases of Moon Full moon, June 15, 6.18 a.m. Last quarter, June 23, 1.18 a.m. New moon, June 29, 4.8 p.m. — [13, 959, 241, 1042]
table-cell: 29.60 — [166, 695, 184, 704]
sunshine-row — [13, 922, 241, 932]
official-byline: "The Press" Special Service — [74, 438, 180, 448]
state-control-sub1: EXTENSION SOUGHT — [1010, 601, 1119, 613]
observation-row — [13, 825, 241, 835]
index-row — [16, 166, 238, 179]
index-page: 2 — [233, 324, 238, 334]
index-label: Hard-of-Hearing Drivers — [16, 215, 113, 226]
immigration-title: Immigration — [315, 621, 420, 642]
table-cell: May — [13, 922, 28, 931]
index-label: Science on the Land — [16, 203, 95, 214]
index-row — [16, 106, 238, 118]
hmv-text: His Master's Voice is the world's largest Radio Corporation, and when you buy H.M.V. you procure the product of a firm with unsurpassed research and scientific investigation. Lowest price, years unquestionable service. Terms and inquiries are invited.—MASON, STRUTHERS AND CO. LTD. — [1636, 678, 1838, 740]
table-cell: 64.11 — [177, 932, 196, 941]
corso-text: A CORSO drive by Wellington postmen on Saturday (including bank and some of the Rocks) is to be tested, £3628.—(P.A.) — [1417, 778, 1619, 808]
table-cell: Barometer (inches) — [13, 695, 75, 704]
table-cell: Rainfall to date — [13, 835, 63, 844]
table-cell: 185.50 — [219, 882, 241, 891]
observation-row — [13, 805, 241, 815]
observation-row — [13, 815, 241, 825]
news-item-text: With the object of seeking co-operation in its activities, the executive committee of the International Wool Publicity and Research Fund, which met in London recently, decided to extend an invitation to wool producers in the United Kingdom and South America to participate in its work. — [725, 437, 946, 488]
table-cell: Jan. — [13, 882, 26, 891]
langford-title: MR LANGFORD'S FIRST TASK — [1208, 530, 1383, 579]
table-cell: Rain — [13, 815, 28, 824]
index-page: 6 — [233, 131, 238, 142]
news-item-text: "I recently received a copy of a book by Field-Marshal Lord Montgomery dealing with the activities of the 8th Army from El Alamein to Northern Italy," said Air Chief Marshal Sir Keith Park when speaking at a civic reception in Christchurch last evening. — [725, 840, 946, 891]
medical-sub1: PRESENT SYSTEMS TO BE EXAMINED — [968, 126, 1162, 137]
news-item-heading: "Reflection on Name of Ashburton" — [766, 493, 902, 503]
